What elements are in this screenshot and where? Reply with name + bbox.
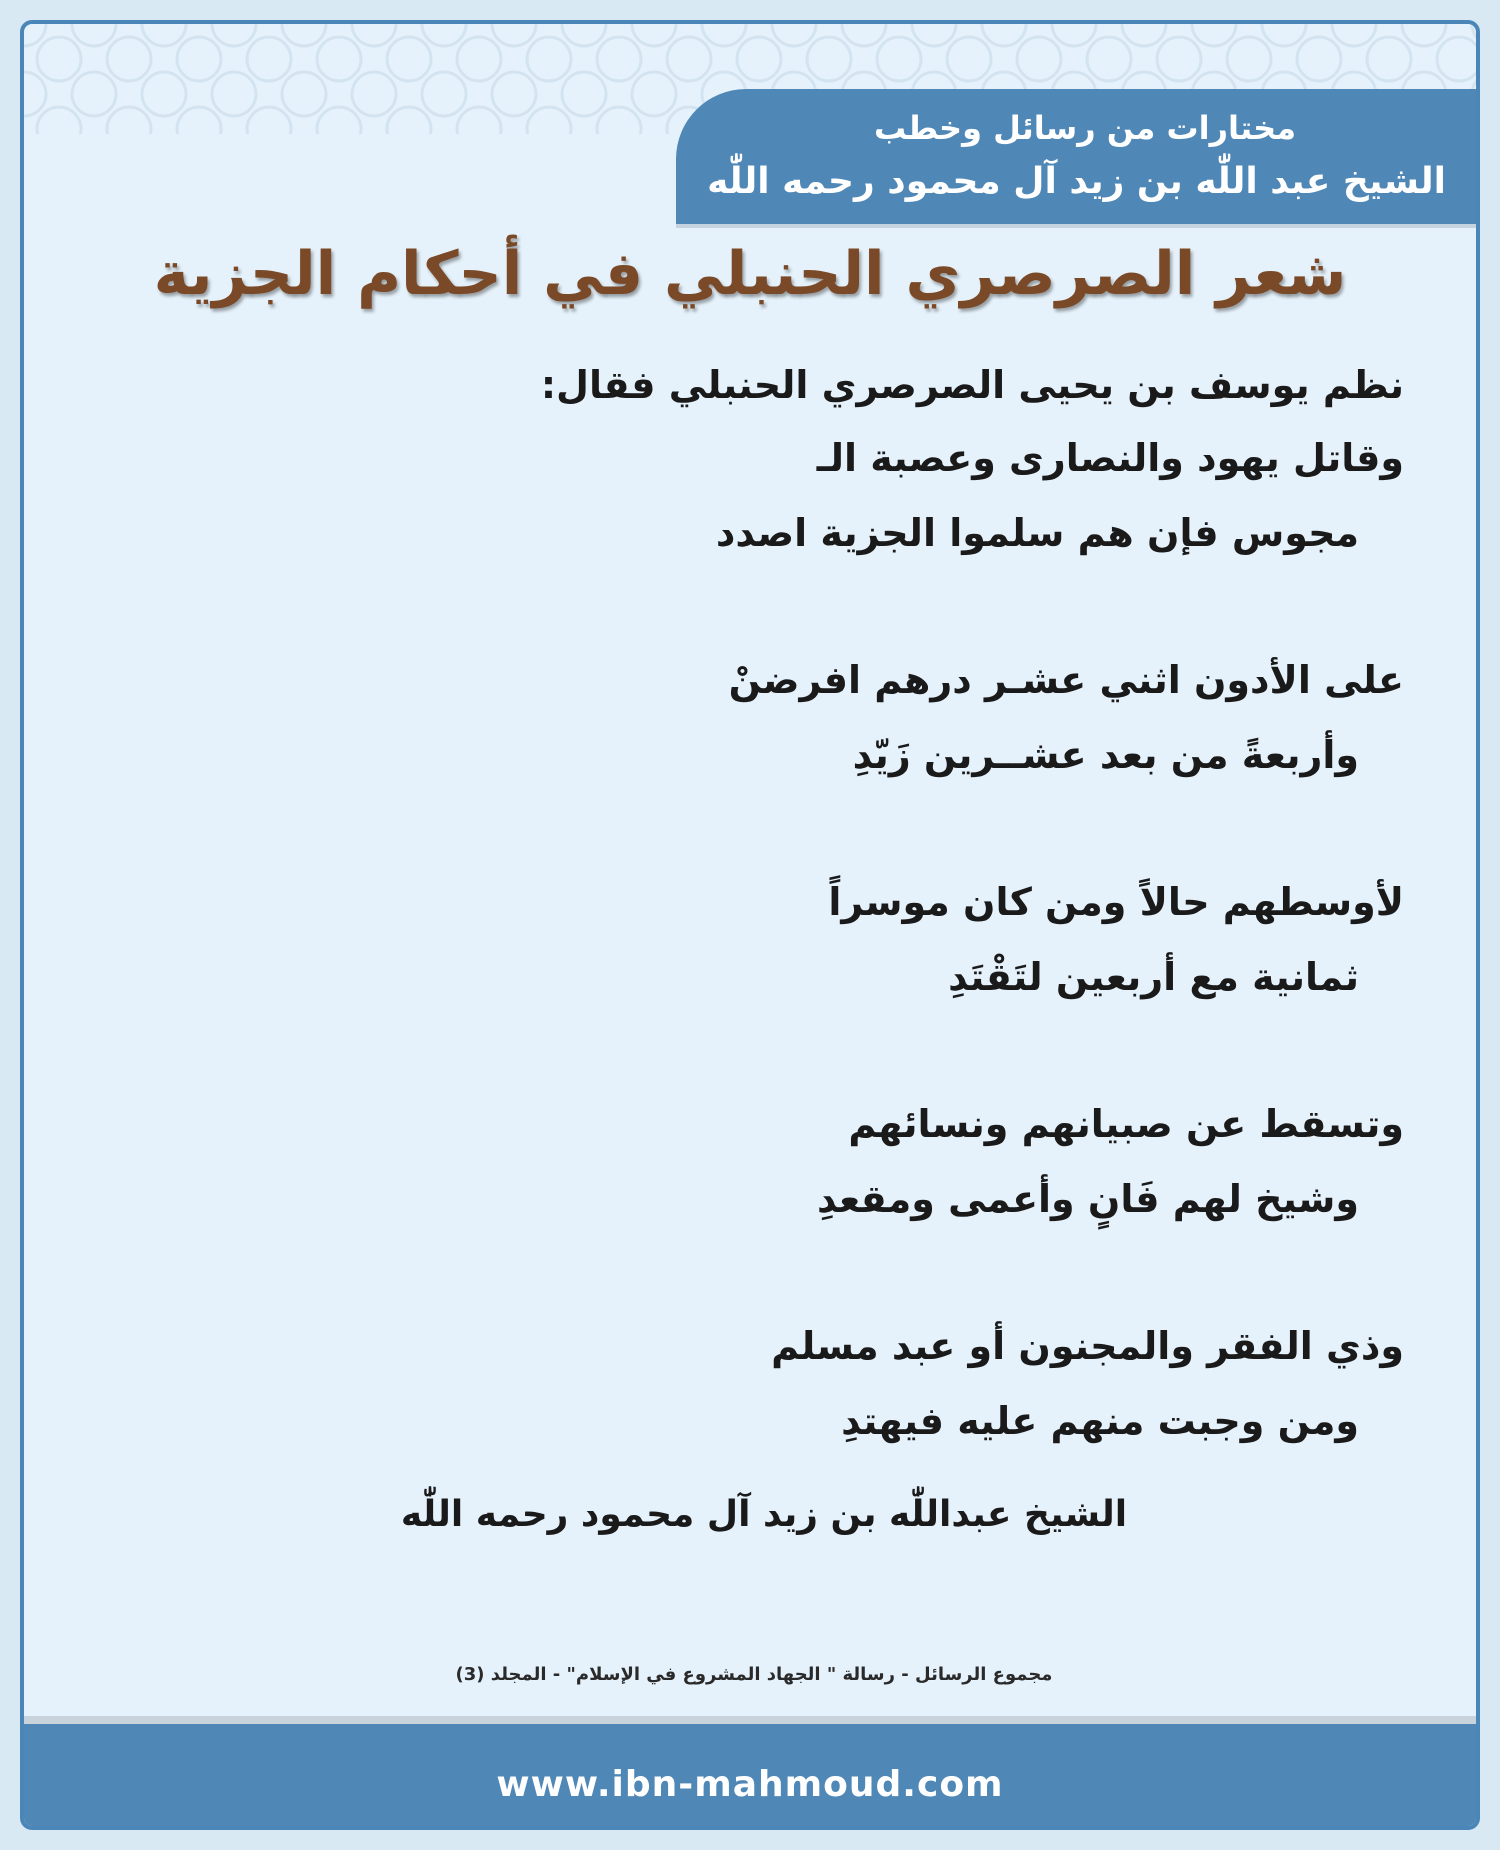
verse-first-half: لأوسطهم حالاً ومن كان موسراً — [828, 880, 1404, 924]
verse-first-half: وذي الفقر والمجنون أو عبد مسلم — [771, 1324, 1404, 1368]
header-author: الشيخ عبد اللّٰه بن زيد آل محمود رحمه اللّٰه — [707, 161, 1446, 202]
footer-divider — [24, 1716, 1476, 1724]
header-subtitle: مختارات من رسائل وخطب — [873, 109, 1296, 147]
footer — [24, 1724, 1476, 1826]
signature: الشيخ عبداللّٰه بن زيد آل محمود رحمه اللّٰه — [400, 1494, 1128, 1535]
header-banner — [676, 89, 1476, 224]
verse-second-half: ومن وجبت منهم عليه فيهتدِ — [841, 1399, 1359, 1443]
verse-second-half: وشيخ لهم فَانٍ وأعمى ومقعدِ — [817, 1177, 1359, 1221]
page-title: شعر الصرصري الحنبلي في أحكام الجزية — [153, 239, 1347, 309]
verse-first-half: وقاتل يهود والنصارى وعصبة الـ — [816, 436, 1404, 480]
poem-stanza — [164, 643, 1404, 793]
source-note: مجموع الرسائل - رسالة " الجهاد المشروع في الإسلام" - المجلد (3) — [455, 1664, 1053, 1685]
poem — [164, 349, 1404, 1531]
poem-stanza — [164, 865, 1404, 1015]
verse-second-half: ثمانية مع أربعين لتَقْتَدِ — [948, 955, 1359, 999]
page-frame — [20, 20, 1480, 1830]
poem-stanza — [164, 1087, 1404, 1237]
verse-first-half: على الأدون اثني عشـر درهم افرضنْ — [728, 658, 1404, 702]
verse-second-half: مجوس فإن هم سلموا الجزية اصدد — [715, 511, 1359, 555]
website-link[interactable]: www.ibn-mahmoud.com — [496, 1764, 1004, 1805]
poem-stanza — [164, 1309, 1404, 1459]
verse-second-half: وأربعةً من بعد عشــرين زَيّدِ — [852, 733, 1359, 777]
poem-stanza — [164, 421, 1404, 571]
verse-first-half: وتسقط عن صبيانهم ونسائهم — [848, 1102, 1404, 1146]
poem-intro: نظم يوسف بن يحيى الصرصري الحنبلي فقال: — [540, 363, 1404, 407]
